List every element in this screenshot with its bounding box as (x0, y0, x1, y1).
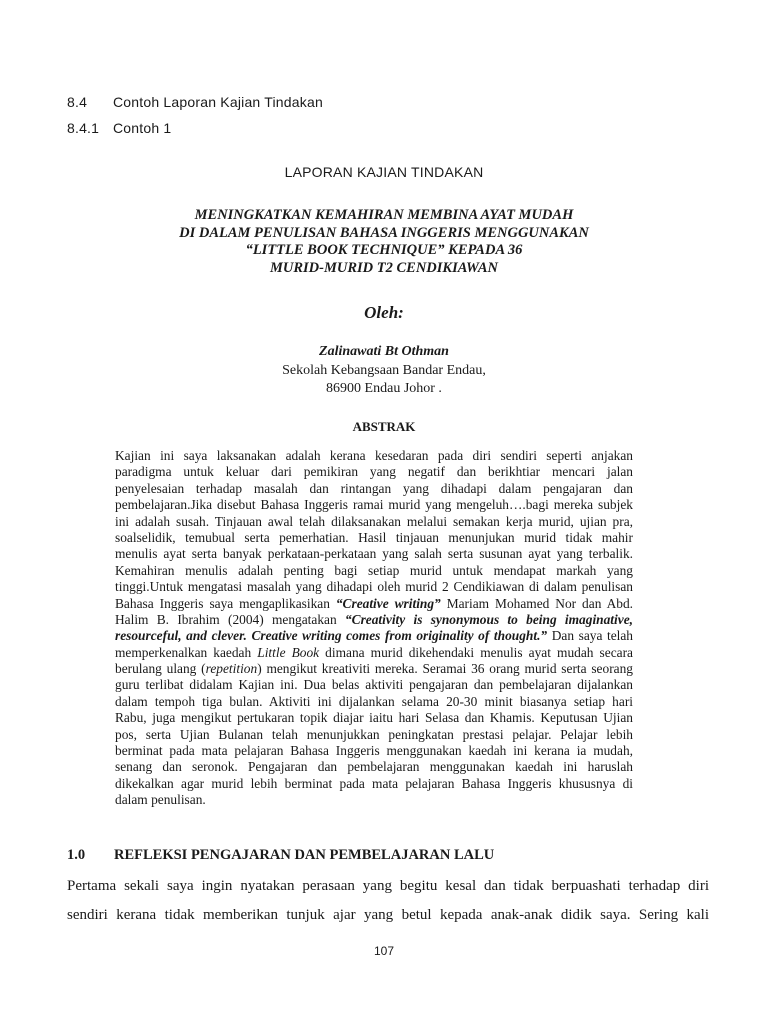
abstract-italic: Little Book (257, 644, 320, 660)
abstract-text: memperkenalkan kaedah (115, 644, 258, 660)
abstract-line: Rabu, juga mengikut pertukaran topik diajar iaitu hari Selasa dan Khamis. Keputusan Ujian (115, 710, 633, 726)
title-line: MENINGKATKAN KEMAHIRAN MEMBINA AYAT MUDAH (194, 207, 574, 223)
abstract-line: senang dan seronok. Pengajaran dan pembelajaran menggunakan kaedah ini haruslah (115, 759, 633, 775)
abstract-line (115, 661, 633, 677)
report-label: LAPORAN KAJIAN TINDAKAN (284, 164, 484, 180)
abstract-italic: repetition (205, 661, 258, 677)
school-name: Sekolah Kebangsaan Bandar Endau, (282, 363, 486, 378)
body-line: Pertama sekali saya ingin nyatakan perasaan yang begitu kesal dan tidak berpuashati terhadap diri (67, 878, 709, 894)
abstract-line: guru terlibat didalam Kajian ini. Dua belas aktiviti pengajaran dan pembelajaran dijalankan (115, 677, 633, 693)
abstract-line (115, 628, 633, 644)
title-line: “LITTLE BOOK TECHNIQUE” KEPADA 36 (245, 242, 523, 258)
section-number: 1.0 (67, 847, 86, 863)
abstract-line: penyelesaian terhadap masalah dan rintangan yang dihadapi dalam pengajaran dan (115, 480, 633, 496)
abstract-line: pembelajaran.Jika disebut Bahasa Inggeris ramai murid yang mengeluh….bagi mereka subjek (115, 497, 633, 513)
section-heading-8-4 (67, 94, 323, 110)
abstract-line: menulis ayat serta banyak perkataan-perkataan yang salah serta susunan ayat yang terbalik. (115, 546, 633, 562)
abstract-text: berulang ulang ( (115, 661, 206, 677)
abstract-line: ini adalah susah. Tinjauan awal telah dilaksanakan melalui semakan kerja murid, ujian pra, (115, 513, 633, 529)
section-number: 8.4.1 (67, 120, 100, 136)
section-title: REFLEKSI PENGAJARAN DAN PEMBELAJARAN LALU (114, 847, 495, 863)
abstract-body (115, 448, 633, 809)
page-number: 107 (373, 944, 395, 958)
abstract-line: soalselidik, temubual serta pemerhatian. Hasil tinjauan menunjukan murid tidak mahir (115, 529, 633, 545)
abstract-text: Dan saya telah (547, 628, 633, 644)
body-line: sendiri kerana tidak memberikan tunjuk ajar yang betul kepada anak-anak didik saya. Sering kali (67, 907, 709, 923)
abstract-line: pos, serta Ujian Bulanan telah menunjukkan peningkatan prestasi pelajar. Pelajar lebih (115, 726, 633, 742)
abstract-line (115, 596, 633, 612)
abstract-line: paradigma untuk keluar dari pemikiran yang negatif dan berikhtiar mencari jalan (115, 464, 633, 480)
section-heading-8-4-1 (67, 120, 171, 136)
abstract-line: dalam penulisan. (115, 792, 206, 808)
abstract-line: dikekalkan agar murid lebih berminat pada mata pelajaran Bahasa Inggeris khususnya di (115, 775, 633, 791)
abstract-text: Bahasa Inggeris saya mengaplikasikan (115, 595, 336, 611)
school-address: 86900 Endau Johor . (326, 380, 442, 396)
abstract-emphasis: “Creative writing” (335, 595, 441, 611)
body-paragraph (67, 872, 709, 930)
abstract-line: Kemahiran menulis adalah penting bagi setiap murid untuk mendapat markah yang (115, 562, 633, 578)
abstract-text: Halim B. Ibrahim (2004) mengatakan (115, 611, 345, 627)
section-title: Contoh Laporan Kajian Tindakan (113, 94, 323, 110)
report-title (0, 207, 768, 277)
abstract-line: tinggi.Untuk mengatasi masalah yang dihadapi oleh murid 2 Cendikiawan di dalam penulisan (115, 579, 633, 595)
abstract-text: Mariam Mohamed Nor dan Abd. (440, 595, 634, 611)
abstract-heading: ABSTRAK (352, 419, 416, 434)
section-heading-1-0 (67, 847, 494, 864)
section-number: 8.4 (67, 94, 88, 110)
author-name: Zalinawati Bt Othman (319, 344, 449, 359)
abstract-text: ) mengikut kreativiti mereka. Seramai 36 orang murid serta seorang (257, 661, 633, 677)
abstract-line: dalam tempoh tiga bulan. Aktiviti ini dijalankan selama 20-30 minit biasanya setiap hari (115, 693, 633, 709)
abstract-line: berminat pada mata pelajaran Bahasa Inggeris menggunakan kaedah ini kerana ia mudah, (115, 743, 633, 759)
abstract-quote: resourceful, and clever. Creative writing comes from originality of thought.” (115, 628, 548, 644)
title-line: DI DALAM PENULISAN BAHASA INGGERIS MENGGUNAKAN (179, 224, 589, 241)
abstract-line: Kajian ini saya laksanakan adalah kerana kesedaran pada diri sendiri seperti anjakan (115, 448, 633, 463)
oleh-label: Oleh: (364, 303, 404, 322)
section-title: Contoh 1 (113, 120, 172, 136)
abstract-line (115, 645, 633, 661)
author-affiliation (0, 362, 768, 397)
abstract-line (115, 612, 633, 628)
abstract-quote: “Creativity is synonymous to being imaginative, (344, 611, 633, 627)
abstract-text: dimana murid dikehendaki menulis ayat mudah secara (319, 644, 633, 660)
title-line: MURID-MURID T2 CENDIKIAWAN (269, 259, 499, 276)
